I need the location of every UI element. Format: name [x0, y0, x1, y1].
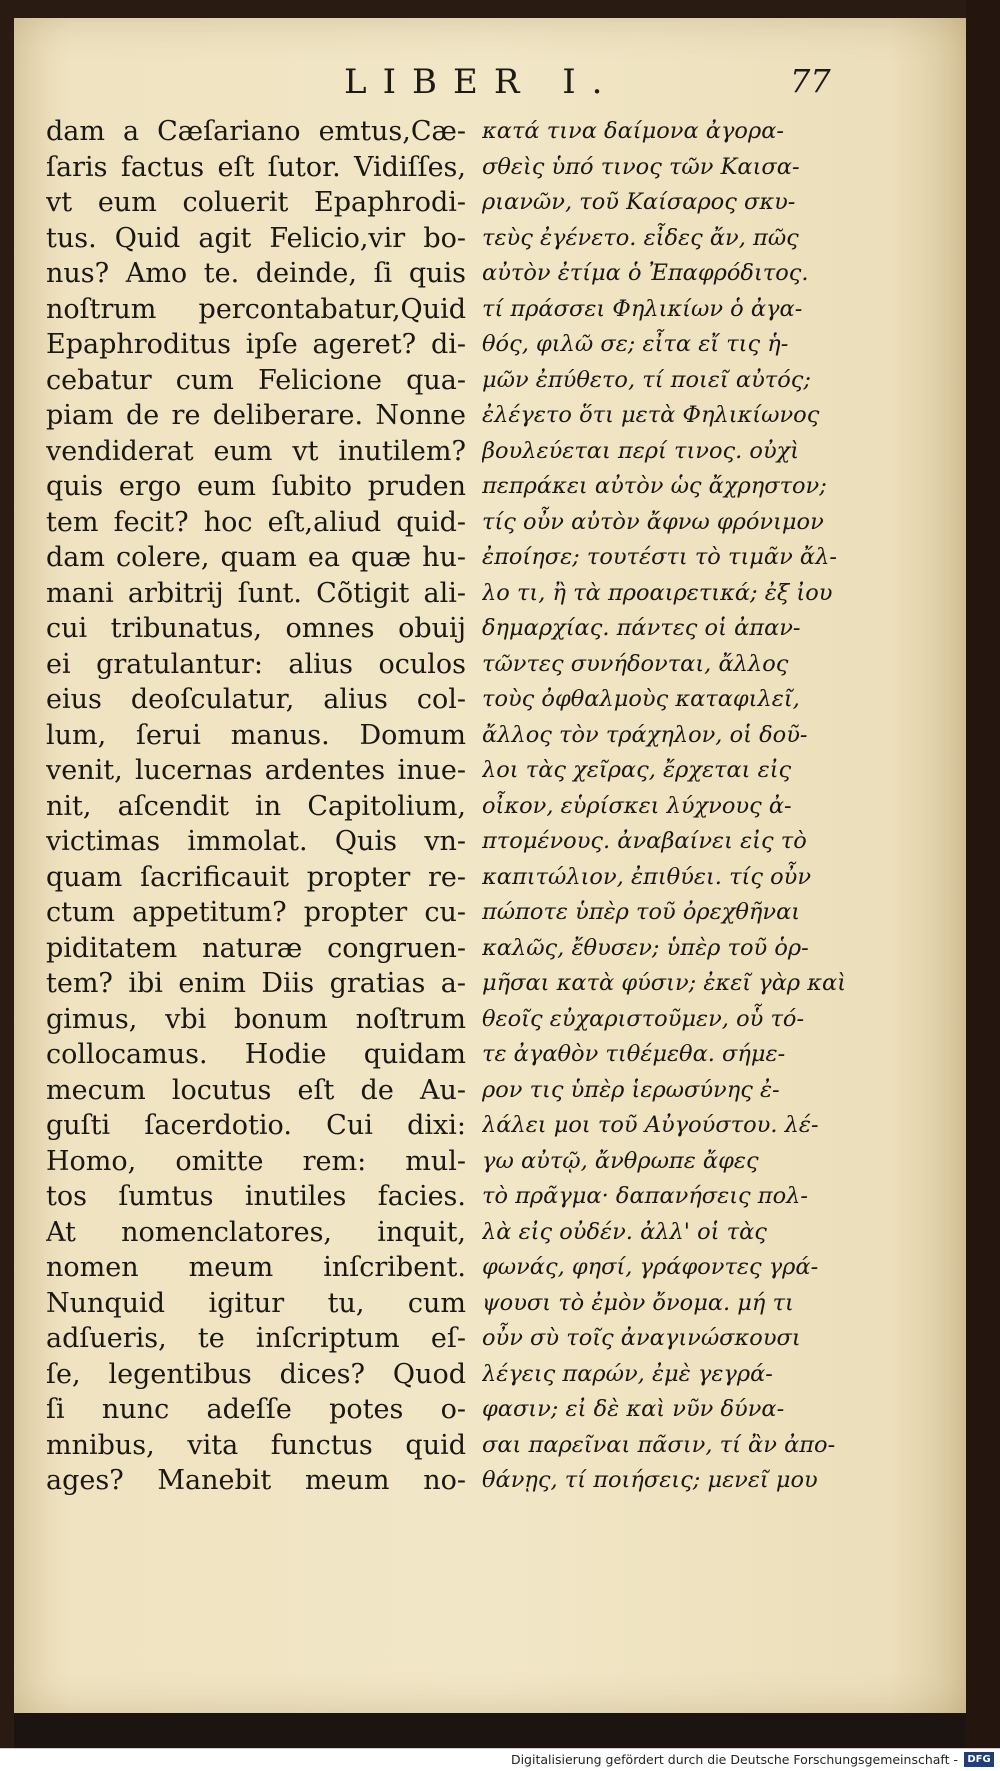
latin-text-line: venit, lucernas ardentes inue-: [46, 755, 466, 786]
latin-text-line: ſaris factus eſt ſutor. Vidiſſes,: [46, 151, 466, 183]
greek-text-line: σθεὶς ὑπό τινος τῶν Καισα-: [482, 153, 800, 180]
greek-text-line: θεοῖς εὐχαριστοῦμεν, οὗ τό-: [482, 1005, 805, 1032]
latin-text-line: mnibus, vita functus quid: [46, 1429, 466, 1461]
greek-text-line: ψουσι τὸ ἐμὸν ὄνομα. μή τι: [482, 1289, 794, 1316]
latin-text-line: cebatur cum Felicione qua-: [46, 364, 466, 396]
greek-text-line: καλῶς, ἔθυσεν; ὑπὲρ τοῦ ὁρ-: [482, 934, 809, 961]
greek-text-line: ἐποίησε; τουτέστι τὸ τιμᾶν ἄλ-: [482, 544, 837, 570]
greek-text-line: μῶν ἐπύθετο, τί ποιεῖ αὐτός;: [482, 366, 811, 393]
page-number: 77: [790, 62, 831, 100]
latin-text-line: victimas immolat. Quis vn-: [46, 826, 466, 857]
latin-text-line: lum, ſerui manus. Domum: [46, 719, 466, 751]
latin-text-line: tem? ibi enim Diis gratias a-: [46, 968, 466, 999]
latin-text-line: ſi nunc adeſſe potes o-: [46, 1394, 466, 1425]
latin-text-line: ſe, legentibus dices? Quod: [46, 1358, 466, 1390]
greek-text-line: ριανῶν, τοῦ Καίσαρος σκυ-: [482, 189, 796, 215]
latin-text-line: noſtrum percontabatur,Quid: [46, 293, 466, 325]
latin-text-line: collocamus. Hodie quidam: [46, 1039, 466, 1070]
greek-text-line: πεπράκει αὐτὸν ὡς ἄχρηστον;: [482, 473, 827, 499]
greek-text-line: καπιτώλιον, ἐπιθύει. τίς οὖν: [482, 863, 811, 890]
greek-text-line: ρον τις ὑπὲρ ἱερωσύνης ἐ-: [482, 1076, 780, 1103]
latin-text-line: ei gratulantur: alius oculos: [46, 648, 466, 680]
greek-text-line: θάνῃς, τί ποιήσεις; μενεῖ μου: [482, 1467, 818, 1493]
latin-text-line: Nunquid igitur tu, cum: [46, 1287, 466, 1319]
latin-text-line: At nomenclatores, inquit,: [46, 1216, 466, 1248]
greek-text-line: πτομένους. ἀναβαίνει εἰς τὸ: [482, 828, 807, 854]
latin-text-line: nus? Amo te. deinde, ſi quis: [46, 258, 466, 289]
latin-text-line: nomen meum inſcribent.: [46, 1252, 466, 1283]
binding-left: [0, 0, 14, 1770]
greek-text-line: τί πράσσει Φηλικίων ὁ ἀγα-: [482, 295, 803, 322]
latin-text-line: Homo, omitte rem: mul-: [46, 1145, 466, 1177]
latin-text-line: tus. Quid agit Felicio,vir bo-: [46, 222, 466, 254]
latin-text-line: dam colere, quam ea quæ hu-: [46, 542, 466, 573]
binding-right: [966, 0, 1000, 1770]
greek-text-line: πώποτε ὑπὲρ τοῦ ὀρεχθῆναι: [482, 899, 801, 925]
latin-text-line: mani arbitrij ſunt. Cõtigit ali-: [46, 577, 466, 609]
greek-text-line: αὐτὸν ἐτίμα ὁ Ἐπαφρόδιτος.: [482, 260, 809, 286]
latin-text-line: adſueris, te inſcriptum eſ-: [46, 1323, 466, 1354]
latin-text-line: quam ſacrificauit propter re-: [46, 861, 466, 893]
greek-text-line: μῆσαι κατὰ φύσιν; ἐκεῖ γὰρ καὶ: [482, 970, 847, 996]
greek-text-line: οὖν σὺ τοῖς ἀναγινώσκουσι: [482, 1325, 801, 1351]
latin-text-line: mecum locutus eſt de Au-: [46, 1074, 466, 1106]
greek-text-line: σαι παρεῖναι πᾶσιν, τί ἂν ἀπο-: [482, 1431, 836, 1458]
greek-text-line: τε ἀγαθὸν τιθέμεθα. σήμε-: [482, 1041, 786, 1067]
latin-text-line: cui tribunatus, omnes obuij: [46, 613, 466, 644]
running-head: LIBER I.: [344, 62, 619, 102]
greek-text-line: τοὺς ὀφθαλμοὺς καταφιλεῖ,: [482, 686, 800, 712]
greek-text-line: βουλεύεται περί τινος. οὐχὶ: [482, 437, 800, 464]
latin-text-line: tem fecit? hoc eſt,aliud quid-: [46, 506, 466, 538]
latin-text-line: ages? Manebit meum no-: [46, 1465, 466, 1496]
funding-notice: Digitalisierung gefördert durch die Deutsche Forschungsgemeinschaft -: [510, 1752, 958, 1767]
greek-text-line: θός, φιλῶ σε; εἶτα εἴ τις ἡ-: [482, 331, 789, 357]
latin-text-line: piditatem naturæ congruen-: [46, 932, 466, 964]
greek-text-line: φασιν; εἰ δὲ καὶ νῦν δύνα-: [482, 1396, 785, 1422]
latin-text-line: vt eum coluerit Epaphrodi-: [46, 187, 466, 218]
latin-text-line: vendiderat eum vt inutilem?: [46, 435, 466, 467]
greek-text-line: λὰ εἰς οὐδέν. ἀλλ' οἱ τὰς: [482, 1218, 767, 1245]
latin-text-line: Epaphroditus ipſe ageret? di-: [46, 329, 466, 360]
greek-text-line: λοι τὰς χεῖρας, ἔρχεται εἰς: [482, 757, 792, 783]
greek-text-line: ἐλέγετο ὅτι μετὰ Φηλικίωνος: [482, 402, 820, 428]
greek-text-line: ἄλλος τὸν τράχηλον, οἱ δοῦ-: [482, 721, 808, 748]
footer-bar: [0, 1748, 1000, 1771]
greek-text-line: τεὺς ἐγένετο. εἶδες ἄν, πῶς: [482, 224, 799, 251]
latin-text-line: piam de re deliberare. Nonne: [46, 400, 466, 431]
greek-text-line: τὸ πρᾶγμα· δαπανήσεις πολ-: [482, 1183, 809, 1209]
greek-text-line: λάλει μοι τοῦ Αὐγούστου. λέ-: [482, 1112, 819, 1138]
latin-column: [46, 114, 466, 1499]
latin-text-line: gimus, vbi bonum noſtrum: [46, 1003, 466, 1035]
latin-text-line: guſti ſacerdotio. Cui dixi:: [46, 1110, 466, 1141]
greek-text-line: δημαρχίας. πάντες οἱ ἀπαν-: [482, 615, 801, 641]
greek-text-line: τίς οὖν αὐτὸν ἄφνω φρόνιμον: [482, 508, 824, 535]
greek-column: [482, 114, 942, 1499]
greek-text-line: λέγεις παρών, ἐμὲ γεγρά-: [482, 1360, 773, 1387]
binding-top: [0, 0, 1000, 18]
latin-text-line: nit, aſcendit in Capitolium,: [46, 790, 466, 822]
greek-text-line: κατά τινα δαίμονα ἀγορα-: [482, 118, 785, 144]
latin-text-line: dam a Cæſariano emtus,Cæ-: [46, 116, 466, 147]
greek-text-line: γω αὐτῷ, ἄνθρωπε ἄφες: [482, 1147, 759, 1174]
dfg-logo: DFG: [964, 1752, 994, 1767]
latin-text-line: quis ergo eum ſubito pruden: [46, 471, 466, 502]
book-page: [14, 18, 966, 1713]
greek-text-line: οἶκον, εὑρίσκει λύχνους ἀ-: [482, 792, 792, 819]
latin-text-line: tos ſumtus inutiles facies.: [46, 1181, 466, 1212]
greek-text-line: φωνάς, φησί, γράφοντες γρά-: [482, 1254, 819, 1280]
greek-text-line: τῶντες συνήδονται, ἄλλος: [482, 650, 789, 677]
latin-text-line: eius deoſculatur, alius col-: [46, 684, 466, 715]
latin-text-line: ctum appetitum? propter cu-: [46, 897, 466, 928]
greek-text-line: λο τι, ἢ τὰ προαιρετικά; ἐξ ἰου: [482, 579, 833, 606]
